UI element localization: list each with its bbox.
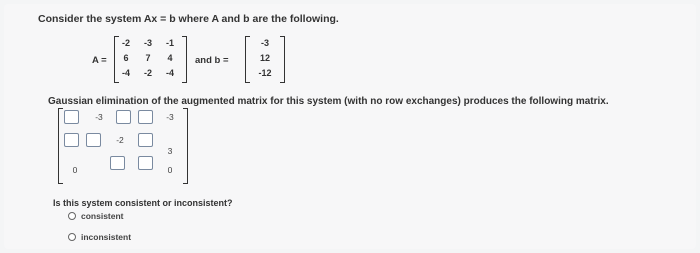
a-r2c1: 6	[123, 53, 129, 63]
a-r1c3: -1	[165, 38, 174, 48]
r3c2-input[interactable]	[110, 156, 125, 170]
result-right-bracket	[183, 108, 188, 184]
r1c3-input[interactable]	[116, 110, 131, 124]
vector-b-left-bracket	[245, 36, 250, 83]
a-r2c2: 7	[145, 53, 151, 63]
system-statement: Consider the system Ax = b where A and b are the following.	[38, 13, 339, 25]
r3c3-input[interactable]	[138, 156, 153, 170]
r2c3-value: -2	[116, 135, 124, 145]
vector-b-right-bracket	[280, 36, 285, 83]
r2c1-input[interactable]	[64, 133, 79, 147]
r3c5-value: 0	[167, 165, 173, 175]
r2c5-value: 3	[167, 146, 173, 156]
r1c5-value: -3	[166, 112, 174, 122]
option-consistent[interactable]	[68, 211, 124, 221]
r1c1-input[interactable]	[64, 110, 79, 124]
option-inconsistent-label: inconsistent	[81, 232, 132, 242]
option-inconsistent[interactable]	[68, 232, 131, 242]
a-r3c2: -2	[143, 68, 152, 78]
a-r2c3: 4	[167, 53, 173, 63]
consistency-question: Is this system consistent or inconsistent?	[53, 198, 233, 208]
option-consistent-label: consistent	[81, 211, 124, 221]
b-r3: -12	[258, 68, 272, 78]
elimination-statement: Gaussian elimination of the augmented matrix for this system (with no row exchanges) produces the following matrix.	[48, 96, 609, 107]
r3c1-value: 0	[72, 165, 78, 175]
result-left-bracket	[58, 108, 63, 184]
r1c4-input[interactable]	[138, 110, 153, 124]
b-r1: -3	[260, 38, 269, 48]
a-r1c2: -3	[143, 38, 152, 48]
matrix-a-label: A =	[92, 55, 107, 66]
a-r1c1: -2	[121, 38, 130, 48]
a-r3c1: -4	[121, 68, 130, 78]
b-r2: 12	[259, 53, 270, 63]
matrix-a-right-bracket	[182, 36, 187, 83]
r1c2-value: -3	[95, 112, 103, 122]
r2c2-input[interactable]	[86, 133, 101, 147]
radio-consistent[interactable]	[68, 212, 76, 220]
radio-inconsistent[interactable]	[68, 233, 76, 241]
vector-b-label: and b =	[195, 55, 229, 66]
r2c4-input[interactable]	[138, 133, 153, 147]
a-r3c3: -4	[165, 68, 174, 78]
